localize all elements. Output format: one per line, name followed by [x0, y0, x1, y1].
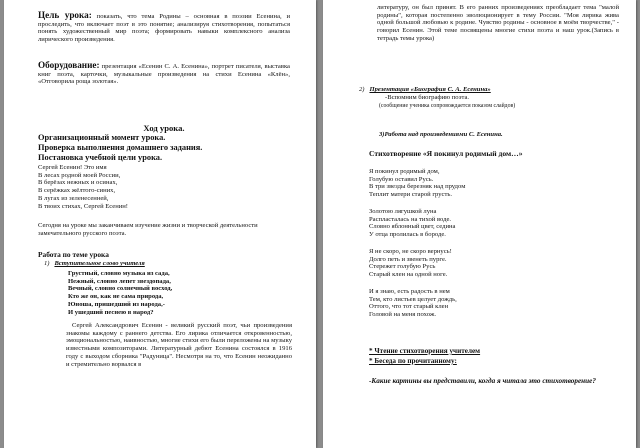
lesson-goal — [38, 12, 290, 44]
stanza-4: И я знаю, есть радость в нем Тем, кто листьев целует дождь, Оттого, что тот старый клен Головой на меня похож. — [369, 288, 457, 319]
item1-num: 1) — [44, 260, 50, 267]
item2 — [359, 86, 619, 94]
task-reading: * Чтение стихотворения учителем — [369, 347, 481, 355]
item2-line1: -Вспомним биографию поэта. — [385, 94, 470, 101]
stanza-1: Я покинул родимый дом, Голубую оставил Русь. В три звезды березняк над прудом Теплит матери старой грусть. — [369, 168, 466, 199]
document-page-right — [323, 0, 636, 448]
poem-title: Стихотворение «Я покинул родимый дом…» — [369, 149, 523, 158]
bio-text: Сергей Александрович Есенин - великий русский поэт, чьи произведения знакомы каждому с раннего детства. Его лирика отличается откровенностью, эмоциональностью, наивностью, многие стихи его были переложены на музыку известными композиторами. Литературный дебют Есенина состоялся в 1916 году с выходом сборника "Радуница". Несмотря на то, что Есенин неожиданно и стремительно ворвался в — [66, 322, 292, 368]
goal-text: показать, что тема Родины – основная в поэзии Есенина, и проследить, что включает поэт в это понятие; анализируя стихотворения, попытаться понять художественный мир поэта; формировать навыки комплексного анализа лирического произведения. — [38, 13, 291, 44]
document-page-left — [4, 0, 316, 448]
goal-label: Цель урока: — [38, 10, 92, 20]
item1 — [44, 260, 284, 268]
poem: Грустный, словно музыка из сада, Нежный, словно лепет звездопада, Вечный, словно солнечный восход, Кто же он, как не сама природа, Юноша, пришедший из народа,- И ушедший песнею в народ? — [68, 270, 173, 316]
item2-line2: (сообщение ученика сопровождается показом слайдов) — [379, 103, 516, 109]
lesson-title: Ход урока. — [143, 123, 185, 133]
epigraph: Сергей Есенин! Это имя В лесах родной моей России, В берёзах нежных и осинах, В серёжках жёлтого-синих, В лугах из зеленесенней, В твоих стихах, Сергей Есенин! — [38, 164, 129, 210]
item1-title: Вступительное слово учителя — [54, 260, 145, 267]
lesson-steps: Организационный момент урока. Проверка выполнения домашнего задания. Постановка учебной цели урока. — [38, 133, 203, 163]
equipment-label: Оборудование: — [38, 60, 100, 70]
today-text: Сегодня на уроке мы заканчиваем изучение жизни и творческой деятельности замечательного русского поэта. — [38, 222, 258, 237]
stanza-2: Золотою лягушкой луна Распласталась на тихой воде. Словно яблонный цвет, седина У отца пролилась в бороде. — [369, 208, 456, 239]
equipment-text: презентация «Есенин С. А. Есенина», портрет писателя, выставка книг поэта, карточки, музыкальные произведения на стихи Есенина «Клён», «Отговорила роща золотая». — [38, 63, 290, 86]
item3: 3)Работа над произведениями С. Есенина. — [379, 131, 503, 138]
continuation-text: литературу, он был принят. В его ранних произведениях преобладает тема "малой родины", которая постепенно эволюционирует в тему России. "Моя лирика жива одной большой любовью к родине. Чувство родины - основное в моём творчестве," - говорил Есенин. Этой теме посвящены многие стихи поэта и наш урок.(Запись в тетрадь темы урока) — [377, 4, 619, 42]
item2-title: Презентация «Биография С. А. Есенина» — [369, 86, 491, 93]
task-discussion: * Беседа по прочитанному: — [369, 357, 457, 365]
question: -Какие картины вы представили, когда я читала это стихотворение? — [369, 377, 596, 385]
equipment — [38, 62, 290, 86]
work-title: Работа по теме урока — [38, 250, 109, 259]
item2-num: 2) — [359, 86, 365, 93]
stanza-3: Я не скоро, не скоро вернусь! Долго петь и звенеть пурге. Стережет голубую Русь Старый клен на одной ноге. — [369, 248, 452, 279]
